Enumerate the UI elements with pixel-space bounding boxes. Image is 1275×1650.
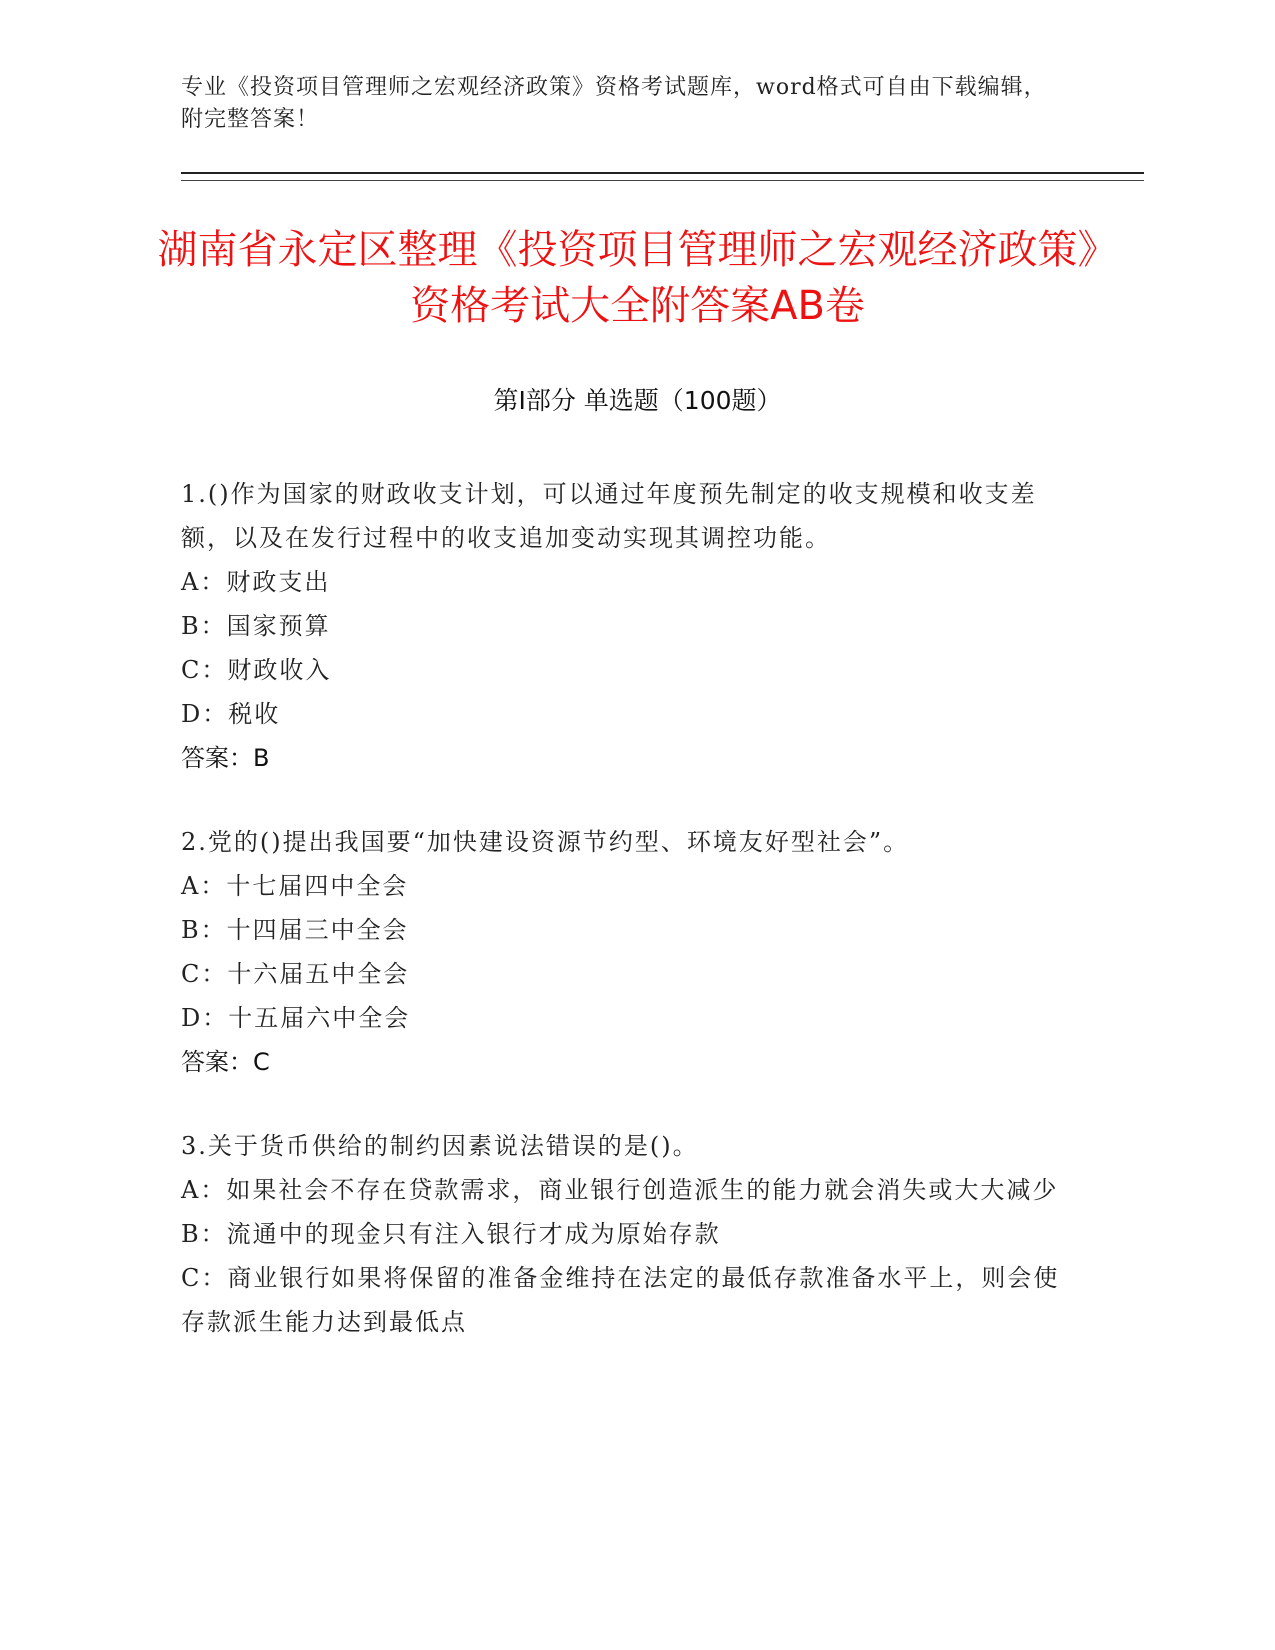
option-b: B：流通中的现金只有注入银行才成为原始存款 bbox=[181, 1220, 721, 1248]
option-c: C：十六届五中全会 bbox=[181, 960, 410, 988]
option-a: A：如果社会不存在贷款需求，商业银行创造派生的能力就会消失或大大减少 bbox=[181, 1176, 1059, 1204]
question-list bbox=[181, 472, 1061, 1384]
question-stem: 3.关于货币供给的制约因素说法错误的是()。 bbox=[181, 1132, 699, 1160]
section-heading: 第I部分 单选题（100题） bbox=[493, 386, 782, 415]
question-3 bbox=[181, 1124, 1061, 1344]
header-rule-thick bbox=[181, 172, 1144, 174]
option-d: D：十五届六中全会 bbox=[181, 1004, 411, 1032]
question-stem: 2.党的()提出我国要“加快建设资源节约型、环境友好型社会”。 bbox=[181, 828, 910, 856]
option-c: C：商业银行如果将保留的准备金维持在法定的最低存款准备水平上，则会使存款派生能力达到最低点 bbox=[181, 1264, 1060, 1336]
option-d: D：税收 bbox=[181, 700, 281, 728]
option-b: B：十四届三中全会 bbox=[181, 916, 409, 944]
document-title: 湖南省永定区整理《投资项目管理师之宏观经济政策》资格考试大全附答案AB卷 bbox=[157, 227, 1118, 329]
question-1 bbox=[181, 472, 1061, 780]
option-a: A：财政支出 bbox=[181, 568, 331, 596]
option-c: C：财政收入 bbox=[181, 656, 332, 684]
answer: 答案：B bbox=[181, 744, 270, 772]
header-rule-thin bbox=[181, 180, 1144, 181]
answer: 答案：C bbox=[181, 1048, 270, 1076]
option-a: A：十七届四中全会 bbox=[181, 872, 409, 900]
header-note: 专业《投资项目管理师之宏观经济政策》资格考试题库，word格式可自由下载编辑，附完整答案！ bbox=[181, 75, 1047, 132]
question-2 bbox=[181, 820, 1061, 1084]
question-stem: 1.()作为国家的财政收支计划，可以通过年度预先制定的收支规模和收支差额，以及在发行过程中的收支追加变动实现其调控功能。 bbox=[181, 480, 1037, 552]
option-b: B：国家预算 bbox=[181, 612, 331, 640]
